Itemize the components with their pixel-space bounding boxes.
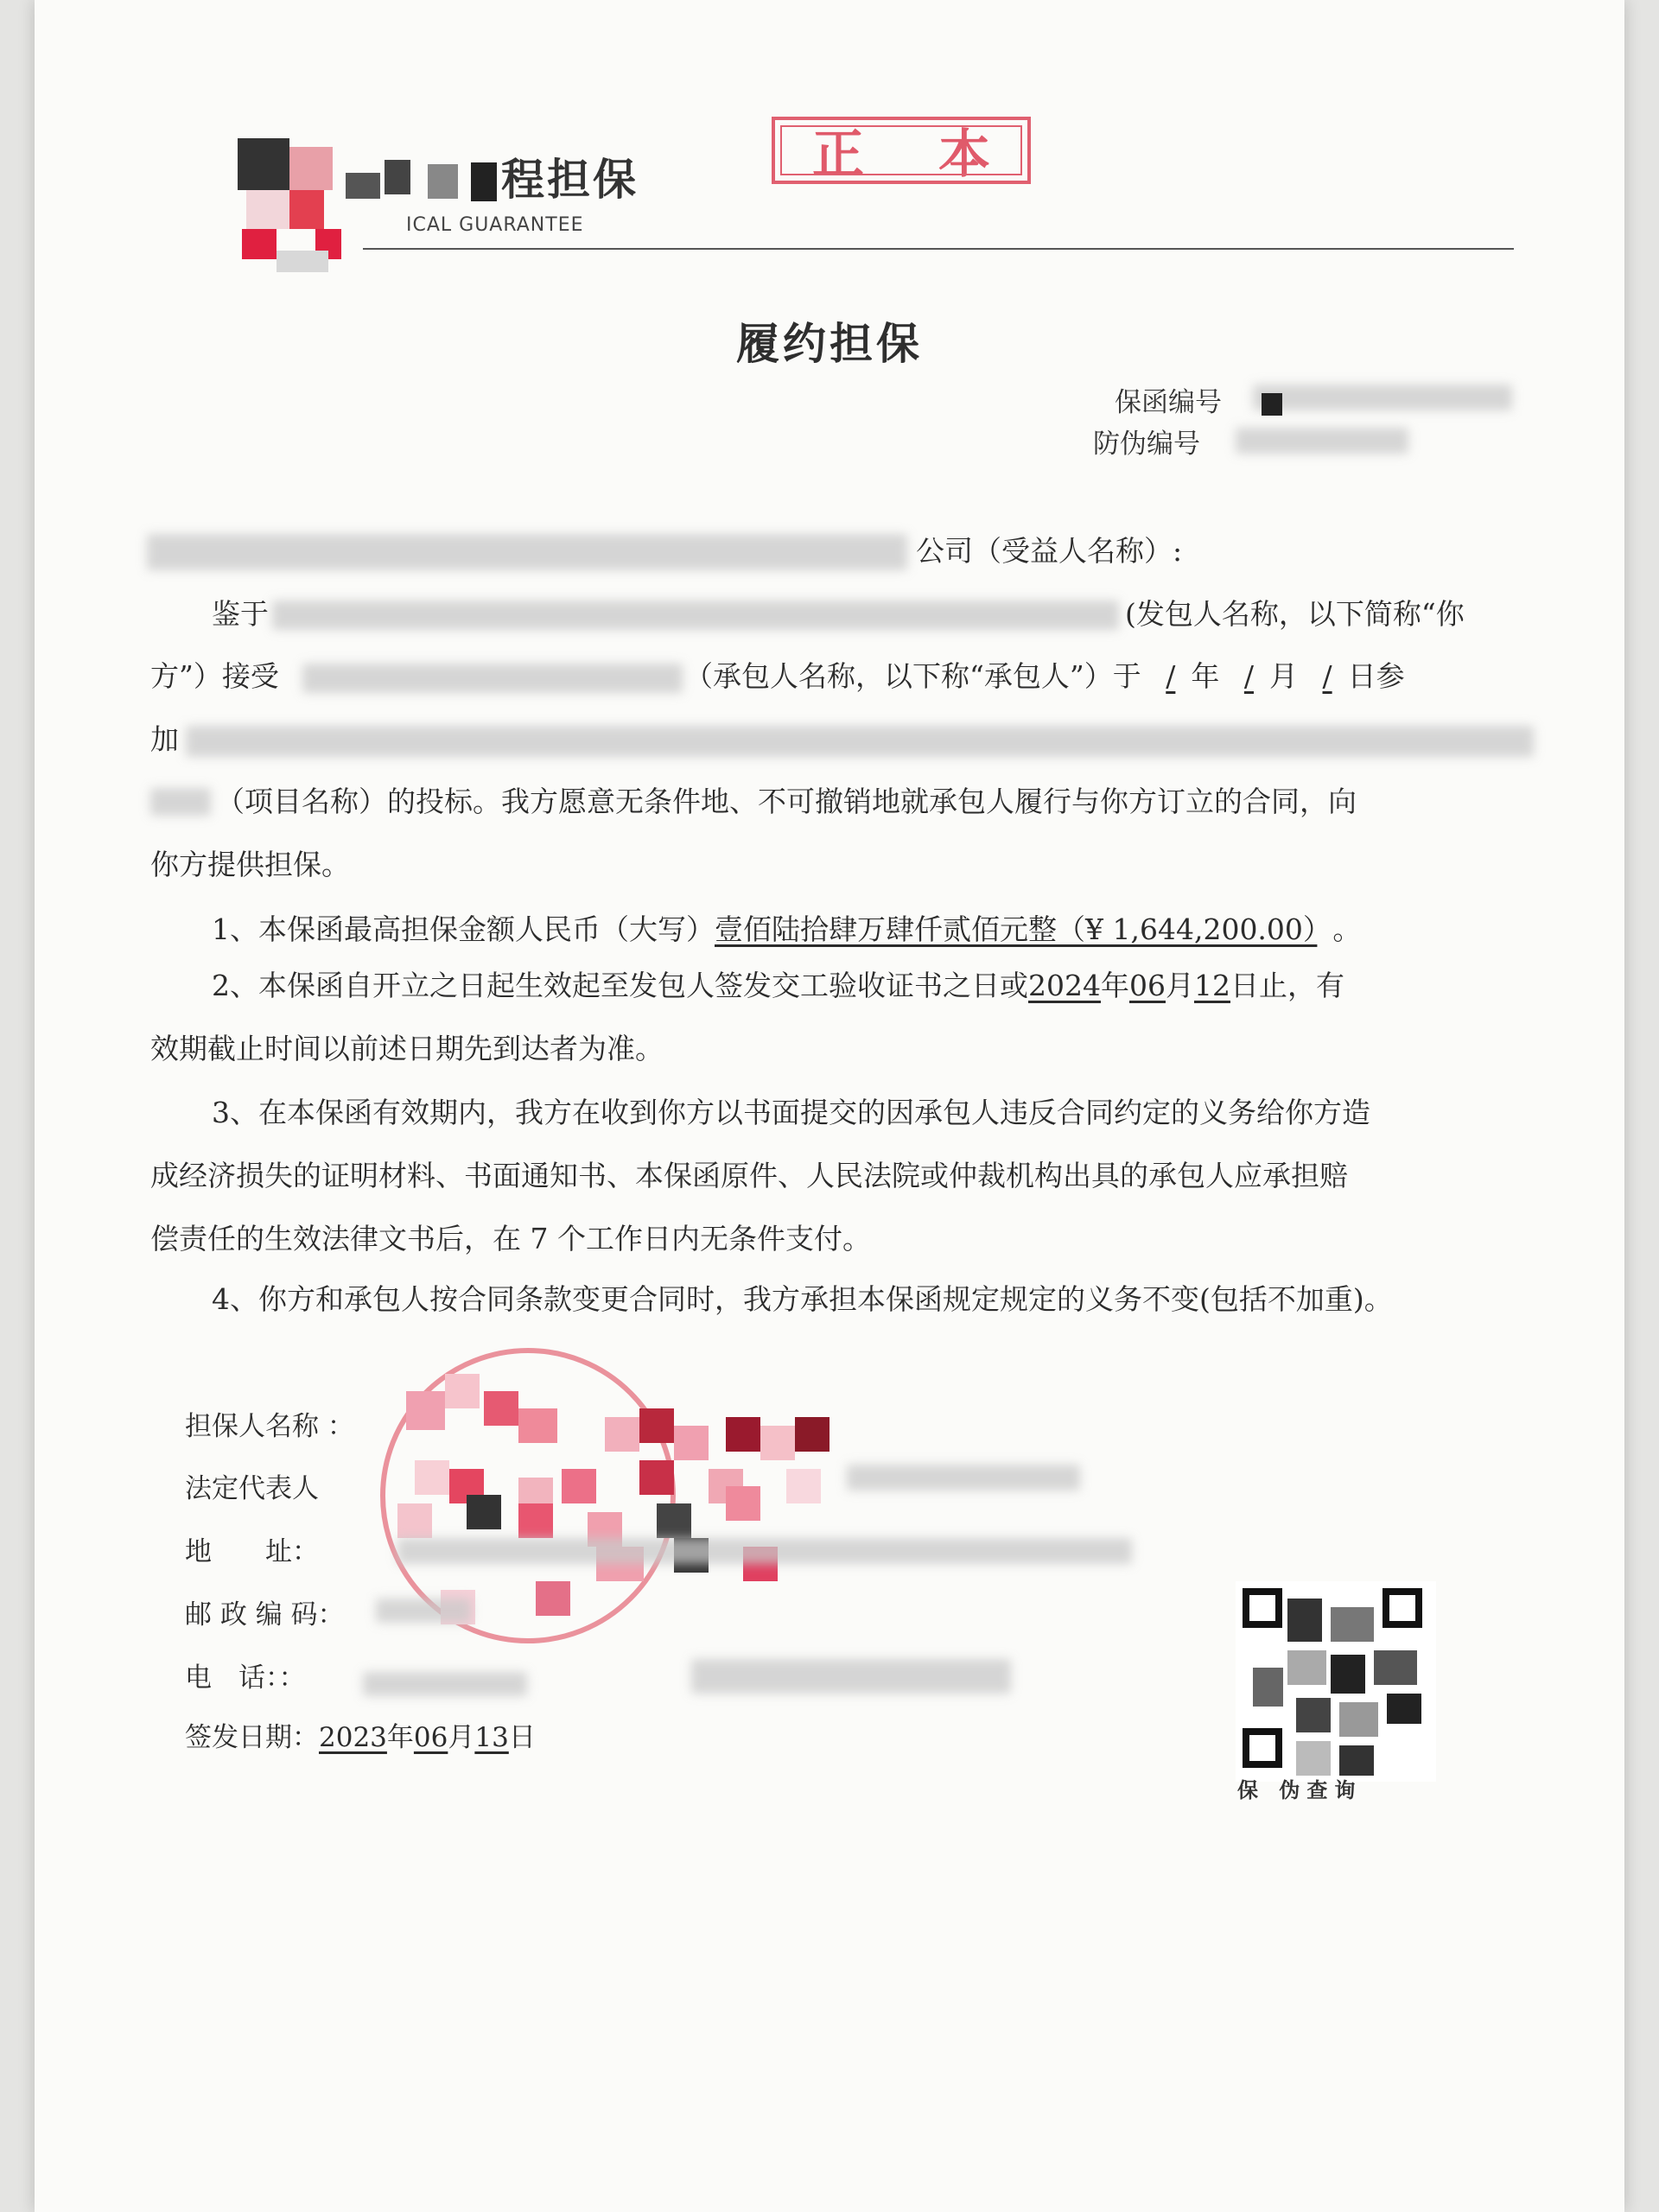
redacted-employer-name	[272, 601, 1119, 630]
document-title: 履约担保	[736, 318, 923, 369]
body-line-1-end: (发包人名称，以下简称“你	[1125, 597, 1465, 631]
redacted-project-name	[186, 726, 1534, 757]
issue-date-label: 签发日期：	[185, 1722, 319, 1753]
redacted-anti-fake-number	[1236, 428, 1408, 454]
guarantor-name-label: 担保人名称 ：	[185, 1411, 354, 1442]
guarantee-number-label: 保函编号	[1115, 387, 1222, 418]
beneficiary-label: 公司（受益人名称）:	[916, 534, 1183, 568]
redacted-guarantee-number	[1253, 385, 1512, 410]
logo-text: 程担保	[501, 154, 639, 205]
redacted-postal-code	[376, 1599, 471, 1623]
body-line-3-start: 加	[150, 722, 179, 756]
guarantee-amount: 壹佰陆拾肆万肆仟贰佰元整（¥ 1,644,200.00）	[715, 912, 1318, 946]
stamp-char-2: 本	[938, 124, 990, 185]
clause-3-line-3: 偿责任的生效法律文书后，在 7 个工作日内无条件支付。	[150, 1222, 871, 1255]
issue-date: 签发日期：2023年06月13日	[185, 1722, 536, 1753]
redacted-phone-2	[691, 1659, 1011, 1694]
legal-representative-label: 法定代表人	[185, 1473, 319, 1504]
postal-code-label: 邮 政 编 码：	[185, 1599, 345, 1630]
qr-caption: 保 伪查询	[1237, 1777, 1363, 1802]
anti-fake-number-label: 防伪编号	[1093, 429, 1200, 460]
clause-1: 1、本保函最高担保金额人民币（大写）壹佰陆拾肆万肆仟贰佰元整（¥ 1,644,200.00） 。	[212, 912, 1362, 946]
header-divider	[363, 248, 1514, 250]
logo-subtitle: ICAL GUARANTEE	[406, 214, 584, 236]
redacted-representative	[847, 1465, 1080, 1491]
clause-3-line-2: 成经济损失的证明材料、书面通知书、本保函原件、人民法院或仲裁机构出具的承包人应承担赔	[150, 1159, 1348, 1192]
clause-3-line-1: 3、在本保函有效期内，我方在收到你方以书面提交的因承包人违反合同约定的义务给你方造	[212, 1096, 1370, 1129]
redacted-phone-1	[363, 1672, 527, 1696]
body-line-5: 你方提供担保。	[150, 848, 350, 881]
address-label: 地 址：	[185, 1536, 319, 1567]
stamp-char-1: 正	[812, 124, 864, 185]
body-line-1-start: 鉴于	[212, 597, 269, 631]
clause-2-line-2: 效期截止时间以前述日期先到达者为准。	[150, 1032, 664, 1065]
redacted-contractor-name	[302, 664, 683, 693]
document-page	[35, 0, 1624, 2212]
phone-label: 电 话：：	[185, 1662, 306, 1694]
clause-2: 2、本保函自开立之日起生效起至发包人签发交工验收证书之日或2024年06月12日止，有	[212, 969, 1344, 1002]
redacted-address	[397, 1538, 1132, 1564]
body-line-4: （项目名称）的投标。我方愿意无条件地、不可撤销地就承包人履行与你方订立的合同，向	[216, 785, 1357, 818]
verification-qr-code[interactable]	[1236, 1581, 1436, 1782]
redacted-beneficiary-name	[147, 534, 907, 570]
redacted-project-name-end	[150, 788, 211, 816]
body-line-2-start: 方”）接受	[150, 659, 279, 693]
body-line-2-mid: （承包人名称，以下称“承包人”）于 / 年 / 月 / 日参	[684, 659, 1405, 693]
clause-4: 4、你方和承包人按合同条款变更合同时，我方承担本保函规定规定的义务不变(包括不加重)。	[212, 1282, 1393, 1316]
original-copy-stamp	[772, 117, 1031, 184]
